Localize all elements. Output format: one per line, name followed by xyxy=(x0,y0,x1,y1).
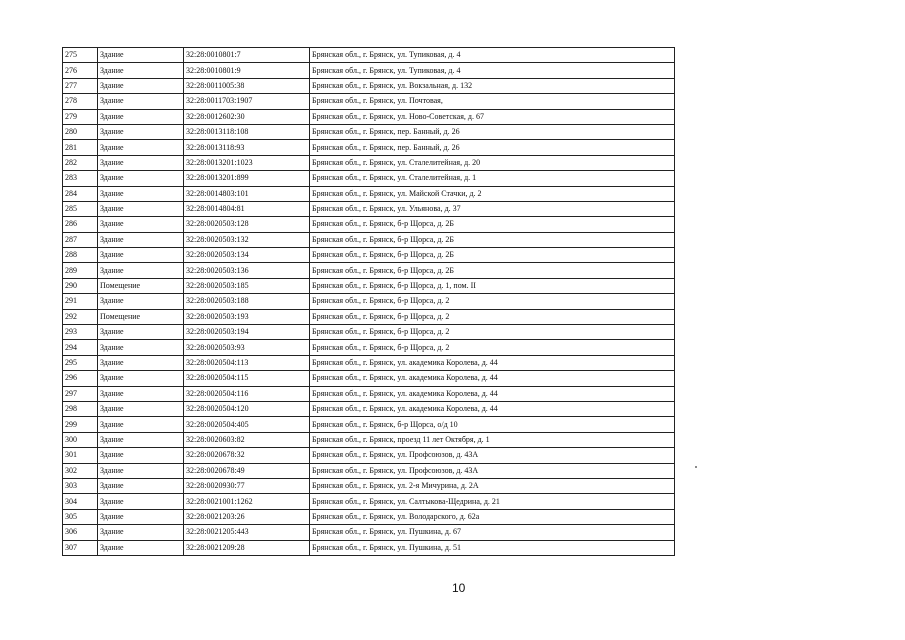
cadastral-number-cell: 32:28:0021001:1262 xyxy=(184,494,310,509)
row-number-cell: 298 xyxy=(63,401,98,416)
cadastral-number-cell: 32:28:0021203:26 xyxy=(184,509,310,524)
object-type-cell: Здание xyxy=(98,355,184,370)
cadastral-number-cell: 32:28:0020504:116 xyxy=(184,386,310,401)
cadastral-number-cell: 32:28:0020503:128 xyxy=(184,217,310,232)
table-row xyxy=(63,463,675,478)
address-cell: Брянская обл., г. Брянск, ул. Почтовая, xyxy=(310,94,675,109)
table-row xyxy=(63,217,675,232)
address-cell: Брянская обл., г. Брянск, ул. Пушкина, д. 67 xyxy=(310,525,675,540)
object-type-cell: Здание xyxy=(98,63,184,78)
address-cell: Брянская обл., г. Брянск, ул. Пушкина, д. 51 xyxy=(310,540,675,555)
row-number-cell: 292 xyxy=(63,309,98,324)
address-cell: Брянская обл., г. Брянск, б-р Щорса, д. 1, пом. II xyxy=(310,278,675,293)
address-cell: Брянская обл., г. Брянск, б-р Щорса, д. 2 xyxy=(310,340,675,355)
object-type-cell: Здание xyxy=(98,124,184,139)
object-type-cell: Здание xyxy=(98,171,184,186)
table-row xyxy=(63,540,675,555)
address-cell: Брянская обл., г. Брянск, ул. Ульянова, д. 37 xyxy=(310,201,675,216)
object-type-cell: Здание xyxy=(98,401,184,416)
row-number-cell: 286 xyxy=(63,217,98,232)
address-cell: Брянская обл., г. Брянск, пер. Банный, д. 26 xyxy=(310,124,675,139)
row-number-cell: 304 xyxy=(63,494,98,509)
address-cell: Брянская обл., г. Брянск, ул. Ново-Советская, д. 67 xyxy=(310,109,675,124)
table-row xyxy=(63,263,675,278)
cadastral-number-cell: 32:28:0013201:899 xyxy=(184,171,310,186)
row-number-cell: 280 xyxy=(63,124,98,139)
row-number-cell: 275 xyxy=(63,48,98,63)
row-number-cell: 282 xyxy=(63,155,98,170)
address-cell: Брянская обл., г. Брянск, б-р Щорса, д. 2 xyxy=(310,309,675,324)
table-row xyxy=(63,417,675,432)
object-type-cell: Здание xyxy=(98,494,184,509)
object-type-cell: Здание xyxy=(98,248,184,263)
address-cell: Брянская обл., г. Брянск, б-р Щорса, д. 2Б xyxy=(310,232,675,247)
address-cell: Брянская обл., г. Брянск, б-р Щорса, д. 2 xyxy=(310,294,675,309)
address-cell: Брянская обл., г. Брянск, ул. Вокзальная, д. 132 xyxy=(310,78,675,93)
address-cell: Брянская обл., г. Брянск, ул. академика Королева, д. 44 xyxy=(310,401,675,416)
page-number: 10 xyxy=(452,581,466,595)
cadastral-number-cell: 32:28:0013118:108 xyxy=(184,124,310,139)
row-number-cell: 307 xyxy=(63,540,98,555)
table-row xyxy=(63,140,675,155)
address-cell: Брянская обл., г. Брянск, б-р Щорса, д. 2Б xyxy=(310,217,675,232)
cadastral-number-cell: 32:28:0020930:77 xyxy=(184,478,310,493)
address-cell: Брянская обл., г. Брянск, ул. Володарского, д. 62а xyxy=(310,509,675,524)
table-row xyxy=(63,124,675,139)
table-row xyxy=(63,509,675,524)
address-cell: Брянская обл., г. Брянск, б-р Щорса, д. 2Б xyxy=(310,248,675,263)
address-cell: Брянская обл., г. Брянск, ул. Профсоюзов, д. 43А xyxy=(310,463,675,478)
cadastral-number-cell: 32:28:0021205:443 xyxy=(184,525,310,540)
object-type-cell: Здание xyxy=(98,509,184,524)
table-row xyxy=(63,309,675,324)
cadastral-number-cell: 32:28:0020504:115 xyxy=(184,371,310,386)
object-type-cell: Здание xyxy=(98,232,184,247)
object-type-cell: Здание xyxy=(98,109,184,124)
row-number-cell: 295 xyxy=(63,355,98,370)
address-cell: Брянская обл., г. Брянск, ул. Майской Стачки, д. 2 xyxy=(310,186,675,201)
row-number-cell: 277 xyxy=(63,78,98,93)
table-row xyxy=(63,371,675,386)
row-number-cell: 290 xyxy=(63,278,98,293)
row-number-cell: 291 xyxy=(63,294,98,309)
scan-speck xyxy=(695,466,697,468)
object-type-cell: Здание xyxy=(98,263,184,278)
address-cell: Брянская обл., г. Брянск, проезд 11 лет Октября, д. 1 xyxy=(310,432,675,447)
table-row xyxy=(63,386,675,401)
object-type-cell: Здание xyxy=(98,217,184,232)
object-type-cell: Здание xyxy=(98,186,184,201)
table-row xyxy=(63,294,675,309)
table-row xyxy=(63,494,675,509)
object-type-cell: Здание xyxy=(98,386,184,401)
table-row xyxy=(63,94,675,109)
object-type-cell: Здание xyxy=(98,417,184,432)
cadastral-number-cell: 32:28:0020503:194 xyxy=(184,325,310,340)
cadastral-number-cell: 32:28:0013118:93 xyxy=(184,140,310,155)
object-type-cell: Здание xyxy=(98,294,184,309)
table-row xyxy=(63,78,675,93)
cadastral-number-cell: 32:28:0020503:132 xyxy=(184,232,310,247)
address-cell: Брянская обл., г. Брянск, пер. Банный, д. 26 xyxy=(310,140,675,155)
cadastral-number-cell: 32:28:0020504:120 xyxy=(184,401,310,416)
address-cell: Брянская обл., г. Брянск, ул. Салтыкова-Щедрина, д. 21 xyxy=(310,494,675,509)
address-cell: Брянская обл., г. Брянск, ул. 2-я Мичурина, д. 2А xyxy=(310,478,675,493)
table-row xyxy=(63,186,675,201)
cadastral-number-cell: 32:28:0020504:405 xyxy=(184,417,310,432)
object-type-cell: Здание xyxy=(98,540,184,555)
object-type-cell: Здание xyxy=(98,463,184,478)
cadastral-number-cell: 32:28:0020678:49 xyxy=(184,463,310,478)
address-cell: Брянская обл., г. Брянск, б-р Щорса, о/д 10 xyxy=(310,417,675,432)
table-row xyxy=(63,171,675,186)
table-row xyxy=(63,155,675,170)
row-number-cell: 283 xyxy=(63,171,98,186)
cadastral-number-cell: 32:28:0013201:1023 xyxy=(184,155,310,170)
cadastral-number-cell: 32:28:0020503:188 xyxy=(184,294,310,309)
object-type-cell: Помещение xyxy=(98,309,184,324)
cadastral-number-cell: 32:28:0020678:32 xyxy=(184,448,310,463)
object-type-cell: Здание xyxy=(98,371,184,386)
cadastral-number-cell: 32:28:0011703:1907 xyxy=(184,94,310,109)
object-type-cell: Здание xyxy=(98,325,184,340)
cadastral-number-cell: 32:28:0020503:134 xyxy=(184,248,310,263)
cadastral-number-cell: 32:28:0020603:82 xyxy=(184,432,310,447)
cadastral-number-cell: 32:28:0020503:93 xyxy=(184,340,310,355)
cadastral-number-cell: 32:28:0020503:185 xyxy=(184,278,310,293)
table-row xyxy=(63,63,675,78)
row-number-cell: 289 xyxy=(63,263,98,278)
object-type-cell: Здание xyxy=(98,48,184,63)
row-number-cell: 296 xyxy=(63,371,98,386)
row-number-cell: 287 xyxy=(63,232,98,247)
cadastral-number-cell: 32:28:0010801:7 xyxy=(184,48,310,63)
object-type-cell: Здание xyxy=(98,432,184,447)
address-cell: Брянская обл., г. Брянск, ул. Профсоюзов, д. 43А xyxy=(310,448,675,463)
table-row xyxy=(63,448,675,463)
cadastral-number-cell: 32:28:0010801:9 xyxy=(184,63,310,78)
table-row xyxy=(63,48,675,63)
table-row xyxy=(63,201,675,216)
row-number-cell: 278 xyxy=(63,94,98,109)
cadastral-number-cell: 32:28:0011005:38 xyxy=(184,78,310,93)
row-number-cell: 301 xyxy=(63,448,98,463)
object-type-cell: Помещение xyxy=(98,278,184,293)
row-number-cell: 303 xyxy=(63,478,98,493)
row-number-cell: 302 xyxy=(63,463,98,478)
object-type-cell: Здание xyxy=(98,201,184,216)
table-row xyxy=(63,232,675,247)
row-number-cell: 305 xyxy=(63,509,98,524)
object-type-cell: Здание xyxy=(98,155,184,170)
object-type-cell: Здание xyxy=(98,94,184,109)
object-type-cell: Здание xyxy=(98,78,184,93)
table-row xyxy=(63,109,675,124)
table-row xyxy=(63,401,675,416)
object-type-cell: Здание xyxy=(98,340,184,355)
cadastral-number-cell: 32:28:0021209:28 xyxy=(184,540,310,555)
address-cell: Брянская обл., г. Брянск, ул. Тупиковая, д. 4 xyxy=(310,48,675,63)
cadastral-number-cell: 32:28:0012602:30 xyxy=(184,109,310,124)
address-cell: Брянская обл., г. Брянск, ул. Тупиковая, д. 4 xyxy=(310,63,675,78)
address-cell: Брянская обл., г. Брянск, ул. академика Королева, д. 44 xyxy=(310,355,675,370)
row-number-cell: 281 xyxy=(63,140,98,155)
row-number-cell: 284 xyxy=(63,186,98,201)
address-cell: Брянская обл., г. Брянск, б-р Щорса, д. 2Б xyxy=(310,263,675,278)
table-row xyxy=(63,248,675,263)
table-row xyxy=(63,478,675,493)
object-type-cell: Здание xyxy=(98,140,184,155)
object-type-cell: Здание xyxy=(98,525,184,540)
row-number-cell: 276 xyxy=(63,63,98,78)
row-number-cell: 306 xyxy=(63,525,98,540)
address-cell: Брянская обл., г. Брянск, б-р Щорса, д. 2 xyxy=(310,325,675,340)
address-cell: Брянская обл., г. Брянск, ул. академика Королева, д. 44 xyxy=(310,386,675,401)
table-row xyxy=(63,325,675,340)
object-type-cell: Здание xyxy=(98,478,184,493)
object-type-cell: Здание xyxy=(98,448,184,463)
table-row xyxy=(63,525,675,540)
cadastral-number-cell: 32:28:0020503:193 xyxy=(184,309,310,324)
address-cell: Брянская обл., г. Брянск, ул. академика Королева, д. 44 xyxy=(310,371,675,386)
cadastral-number-cell: 32:28:0020504:113 xyxy=(184,355,310,370)
row-number-cell: 285 xyxy=(63,201,98,216)
table-row xyxy=(63,432,675,447)
address-cell: Брянская обл., г. Брянск, ул. Сталелитейная, д. 1 xyxy=(310,171,675,186)
cadastral-number-cell: 32:28:0020503:136 xyxy=(184,263,310,278)
cadastral-number-cell: 32:28:0014803:101 xyxy=(184,186,310,201)
row-number-cell: 279 xyxy=(63,109,98,124)
table-row xyxy=(63,340,675,355)
row-number-cell: 288 xyxy=(63,248,98,263)
cadastral-number-cell: 32:28:0014804:81 xyxy=(184,201,310,216)
row-number-cell: 300 xyxy=(63,432,98,447)
property-table xyxy=(62,47,675,556)
table-row xyxy=(63,355,675,370)
row-number-cell: 293 xyxy=(63,325,98,340)
row-number-cell: 299 xyxy=(63,417,98,432)
row-number-cell: 294 xyxy=(63,340,98,355)
address-cell: Брянская обл., г. Брянск, ул. Сталелитейная, д. 20 xyxy=(310,155,675,170)
row-number-cell: 297 xyxy=(63,386,98,401)
table-row xyxy=(63,278,675,293)
property-table-body xyxy=(63,48,675,556)
